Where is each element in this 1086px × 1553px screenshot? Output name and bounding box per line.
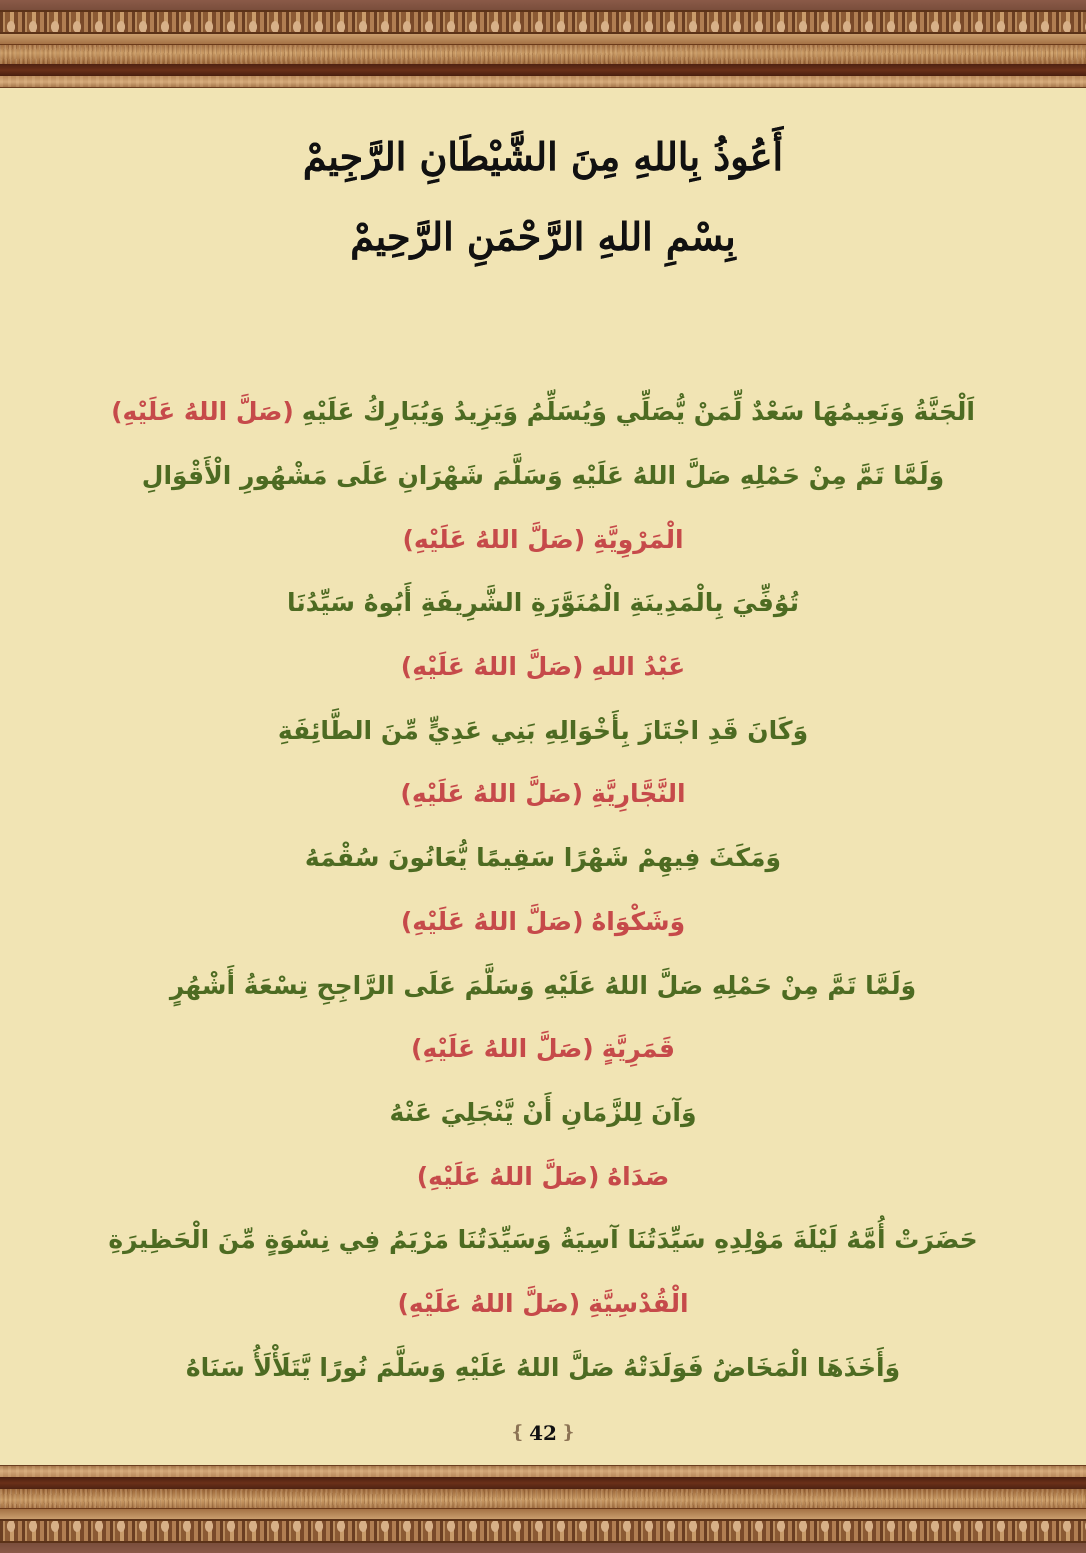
page-number-value: 42 — [529, 1421, 557, 1445]
frame-lip-band — [0, 1465, 1086, 1477]
verse-line — [0, 571, 1086, 635]
verse-red-word: عَبْدُ اللهِ — [591, 652, 686, 682]
verse-line — [0, 507, 1086, 571]
top-ornamental-frame — [0, 0, 1086, 88]
frame-arcade-band — [0, 1519, 1086, 1543]
frame-cap-band — [0, 1543, 1086, 1553]
honorific-text: (صَلَّ اللهُ عَلَيْهِ) — [400, 779, 584, 809]
frame-dark-band — [0, 1477, 1086, 1489]
honorific-text: (صَلَّ اللهُ عَلَيْهِ) — [411, 1034, 594, 1064]
verse-line — [0, 762, 1086, 826]
verse-text: وَآنَ لِلزَّمَانِ أَنْ يَّنْجَلِيَ عَنْهُ — [389, 1097, 697, 1127]
frame-fillet-band — [0, 1509, 1086, 1519]
verse-text: وَأَخَذَهَا الْمَخَاضُ فَوَلَدَتْهُ صَلَّ اللهُ عَلَيْهِ وَسَلَّمَ نُورًا يَّتَلَأْلَأُ سَنَاهُ — [185, 1352, 901, 1382]
verse-line — [0, 444, 1086, 508]
bottom-ornamental-frame — [0, 1465, 1086, 1553]
verse-line — [0, 635, 1086, 699]
verse-text: حَضَرَتْ أُمَّهُ لَيْلَةَ مَوْلِدِهِ سَيِّدَتُنَا آسِيَةُ وَسَيِّدَتُنَا مَرْيَمُ فِي نِسْوَةٍ مِّنَ الْحَظِيرَةِ — [108, 1225, 978, 1255]
frame-torus-band — [0, 44, 1086, 64]
honorific-text: (صَلَّ اللهُ عَلَيْهِ) — [111, 397, 294, 427]
frame-torus-band — [0, 1489, 1086, 1509]
verse-line — [0, 1335, 1086, 1399]
verse-text: وَلَمَّا تَمَّ مِنْ حَمْلِهِ صَلَّ اللهُ عَلَيْهِ وَسَلَّمَ شَهْرَانِ عَلَى مَشْهُورِ الْأَقْوَالِ — [141, 461, 945, 491]
verse-line — [0, 953, 1086, 1017]
isti-adha-heading: أَعُوذُ بِاللهِ مِنَ الشَّيْطَانِ الرَّجِيمْ — [302, 134, 784, 179]
page-content — [0, 88, 1086, 1465]
ornament-left-icon: ❴ — [509, 1422, 526, 1443]
basmala-heading: بِسْمِ اللهِ الرَّحْمَنِ الرَّحِيمْ — [350, 214, 736, 259]
verse-line — [0, 826, 1086, 890]
honorific-text: (صَلَّ اللهُ عَلَيْهِ) — [402, 524, 586, 554]
opening-invocations — [0, 134, 1086, 282]
verse-red-word: وَشَكْوَاهُ — [591, 906, 686, 936]
verse-line — [0, 698, 1086, 762]
verse-red-word: الْقُدْسِيَّةِ — [588, 1288, 689, 1318]
frame-fillet-band — [0, 34, 1086, 44]
verse-line — [0, 1272, 1086, 1336]
verse-text: تُوُفِّيَ بِالْمَدِينَةِ الْمُنَوَّرَةِ الشَّرِيفَةِ أَبُوهُ سَيِّدُنَا — [287, 588, 799, 618]
honorific-text: (صَلَّ اللهُ عَلَيْهِ) — [416, 1161, 600, 1191]
verse-line — [0, 1208, 1086, 1272]
honorific-text: (صَلَّ اللهُ عَلَيْهِ) — [400, 652, 584, 682]
ornament-right-icon: ❵ — [560, 1422, 577, 1443]
frame-cap-band — [0, 0, 1086, 10]
frame-dark-band — [0, 64, 1086, 76]
honorific-text: (صَلَّ اللهُ عَلَيْهِ) — [400, 906, 584, 936]
verse-text: اَلْجَنَّةُ وَنَعِيمُهَا سَعْدٌ لِّمَنْ يُّصَلِّي وَيُسَلِّمُ وَيَزِيدُ وَيُبَارِكُ عَلَيْهِ — [301, 397, 975, 427]
verse-red-word: قَمَرِيَّةٍ — [601, 1034, 675, 1064]
verse-line — [0, 1017, 1086, 1081]
verse-line — [0, 1081, 1086, 1145]
frame-arcade-band — [0, 10, 1086, 34]
verse-text: وَكَانَ قَدِ اجْتَازَ بِأَخْوَالِهِ بَنِي عَدِيٍّ مِّنَ الطَّائِفَةِ — [277, 715, 809, 745]
verse-line — [0, 380, 1086, 444]
honorific-text: (صَلَّ اللهُ عَلَيْهِ) — [397, 1288, 581, 1318]
verse-text: وَمَكَثَ فِيهِمْ شَهْرًا سَقِيمًا يُّعَانُونَ سُقْمَهُ — [304, 843, 782, 873]
page-number — [0, 1423, 1086, 1443]
verse-line — [0, 1144, 1086, 1208]
verse-line — [0, 890, 1086, 954]
verse-red-word: صَدَاهُ — [607, 1161, 670, 1191]
verse-red-word: الْمَرْوِيَّةِ — [593, 524, 684, 554]
verse-red-word: النَّجَّارِيَّةِ — [591, 779, 686, 809]
frame-lip-band — [0, 76, 1086, 88]
verse-list — [0, 380, 1086, 1399]
verse-text: وَلَمَّا تَمَّ مِنْ حَمْلِهِ صَلَّ اللهُ عَلَيْهِ وَسَلَّمَ عَلَى الرَّاجِحِ تِسْعَةُ أَشْهُرٍ — [169, 970, 917, 1000]
